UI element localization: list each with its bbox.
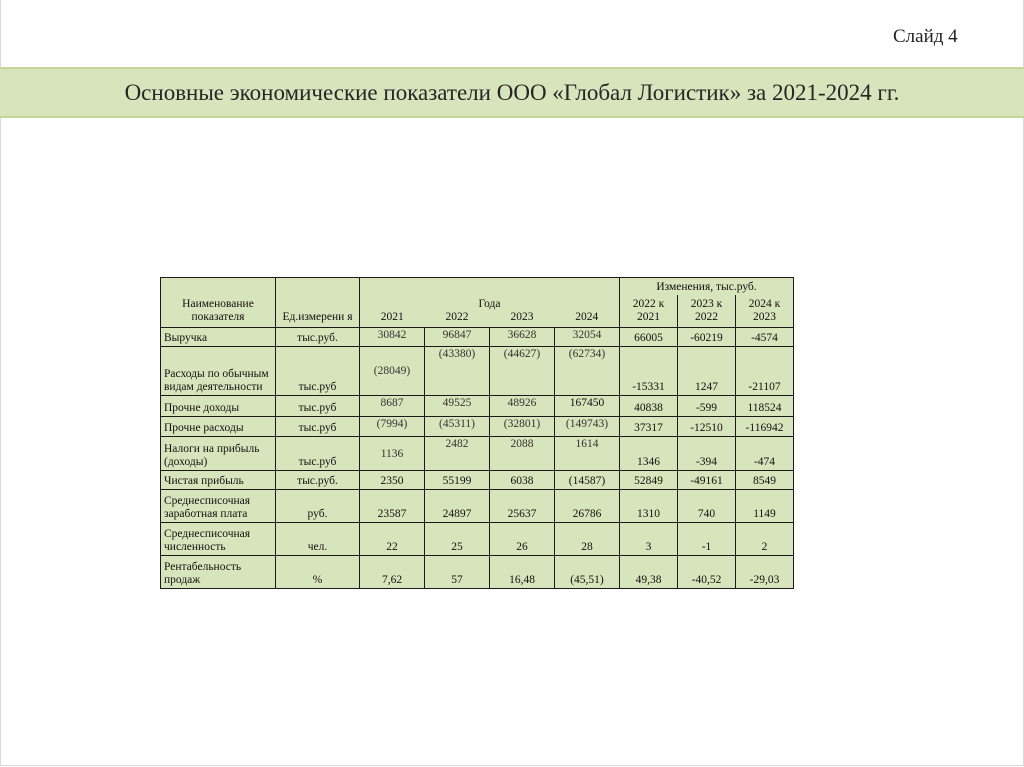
- change-value: -60219: [678, 328, 736, 347]
- header-change-bottom: 2022: [678, 311, 736, 328]
- change-value: 52849: [620, 471, 678, 490]
- year-value: (45,51): [555, 556, 620, 589]
- year-value: 2088: [490, 437, 555, 471]
- change-value: -49161: [678, 471, 736, 490]
- year-value: (44627): [490, 347, 555, 396]
- year-value: 96847: [425, 328, 490, 347]
- row-unit: %: [276, 556, 360, 589]
- year-value: 25: [425, 523, 490, 556]
- slide-number: Слайд 4: [893, 26, 958, 47]
- change-value: -29,03: [736, 556, 794, 589]
- header-changes-title: Изменения, тыс.руб.: [620, 278, 794, 295]
- change-value: 1310: [620, 490, 678, 523]
- row-name: Рентабельность продаж: [161, 556, 276, 589]
- change-value: -12510: [678, 417, 736, 437]
- year-value: 1614: [555, 437, 620, 471]
- header-change-bottom: 2023: [736, 311, 794, 328]
- year-value: 57: [425, 556, 490, 589]
- year-value: 2350: [360, 471, 425, 490]
- year-value: (62734): [555, 347, 620, 396]
- year-value: (7994): [360, 417, 425, 437]
- row-unit: тыс.руб: [276, 347, 360, 396]
- year-value: 32054: [555, 328, 620, 347]
- change-value: -116942: [736, 417, 794, 437]
- year-value: 6038: [490, 471, 555, 490]
- change-value: -40,52: [678, 556, 736, 589]
- change-value: 3: [620, 523, 678, 556]
- year-value: 1136: [360, 437, 425, 471]
- change-value: 37317: [620, 417, 678, 437]
- year-value: 22: [360, 523, 425, 556]
- year-value: 2482: [425, 437, 490, 471]
- year-value: 48926: [490, 396, 555, 417]
- change-value: -474: [736, 437, 794, 471]
- row-name: Расходы по обычным видам деятельности: [161, 347, 276, 396]
- change-value: 1247: [678, 347, 736, 396]
- year-value: 8687: [360, 396, 425, 417]
- row-unit: чел.: [276, 523, 360, 556]
- year-value: 26: [490, 523, 555, 556]
- year-value: 7,62: [360, 556, 425, 589]
- header-change-top: 2022 к: [620, 295, 678, 311]
- change-value: -15331: [620, 347, 678, 396]
- year-value: (43380): [425, 347, 490, 396]
- slide-title: Основные экономические показатели ООО «Глобал Логистик» за 2021-2024 гг.: [124, 80, 900, 105]
- row-unit: тыс.руб.: [276, 471, 360, 490]
- year-value: 26786: [555, 490, 620, 523]
- header-name: Наименование показателя: [161, 278, 276, 328]
- year-value: 30842: [360, 328, 425, 347]
- row-unit: тыс.руб: [276, 396, 360, 417]
- header-change-bottom: 2021: [620, 311, 678, 328]
- row-name: Налоги на прибыль (доходы): [161, 437, 276, 471]
- year-value: 55199: [425, 471, 490, 490]
- row-unit: руб.: [276, 490, 360, 523]
- change-value: -21107: [736, 347, 794, 396]
- year-value: 24897: [425, 490, 490, 523]
- row-name: Чистая прибыль: [161, 471, 276, 490]
- change-value: -599: [678, 396, 736, 417]
- row-name: Выручка: [161, 328, 276, 347]
- header-change-top: 2023 к: [678, 295, 736, 311]
- row-name: Прочне расходы: [161, 417, 276, 437]
- year-value: (14587): [555, 471, 620, 490]
- year-value: 36628: [490, 328, 555, 347]
- row-name: Среднесписочная заработная плата: [161, 490, 276, 523]
- change-value: 40838: [620, 396, 678, 417]
- change-value: -1: [678, 523, 736, 556]
- header-unit: Ед.измерени я: [276, 278, 360, 328]
- year-value: (149743): [555, 417, 620, 437]
- change-value: 8549: [736, 471, 794, 490]
- header-year: 2023: [490, 311, 555, 328]
- row-name: Среднесписочная численность: [161, 523, 276, 556]
- change-value: 1149: [736, 490, 794, 523]
- row-unit: тыс.руб: [276, 417, 360, 437]
- change-value: 2: [736, 523, 794, 556]
- change-value: 49,38: [620, 556, 678, 589]
- row-unit: тыс.руб: [276, 437, 360, 471]
- change-value: 118524: [736, 396, 794, 417]
- change-value: -4574: [736, 328, 794, 347]
- row-name: Прочне доходы: [161, 396, 276, 417]
- year-value: 16,48: [490, 556, 555, 589]
- change-value: 1346: [620, 437, 678, 471]
- year-value: 28: [555, 523, 620, 556]
- change-value: -394: [678, 437, 736, 471]
- year-value: 167450: [555, 396, 620, 417]
- header-year: 2024: [555, 311, 620, 328]
- year-value: 25637: [490, 490, 555, 523]
- header-change-top: 2024 к: [736, 295, 794, 311]
- year-value: 23587: [360, 490, 425, 523]
- header-years-title: Года: [360, 278, 620, 311]
- change-value: 66005: [620, 328, 678, 347]
- year-value: (45311): [425, 417, 490, 437]
- economic-indicators-table: [160, 277, 794, 589]
- row-unit: тыс.руб.: [276, 328, 360, 347]
- header-year: 2022: [425, 311, 490, 328]
- change-value: 740: [678, 490, 736, 523]
- year-value: 49525: [425, 396, 490, 417]
- header-year: 2021: [360, 311, 425, 328]
- year-value: (32801): [490, 417, 555, 437]
- year-value: (28049): [360, 347, 425, 396]
